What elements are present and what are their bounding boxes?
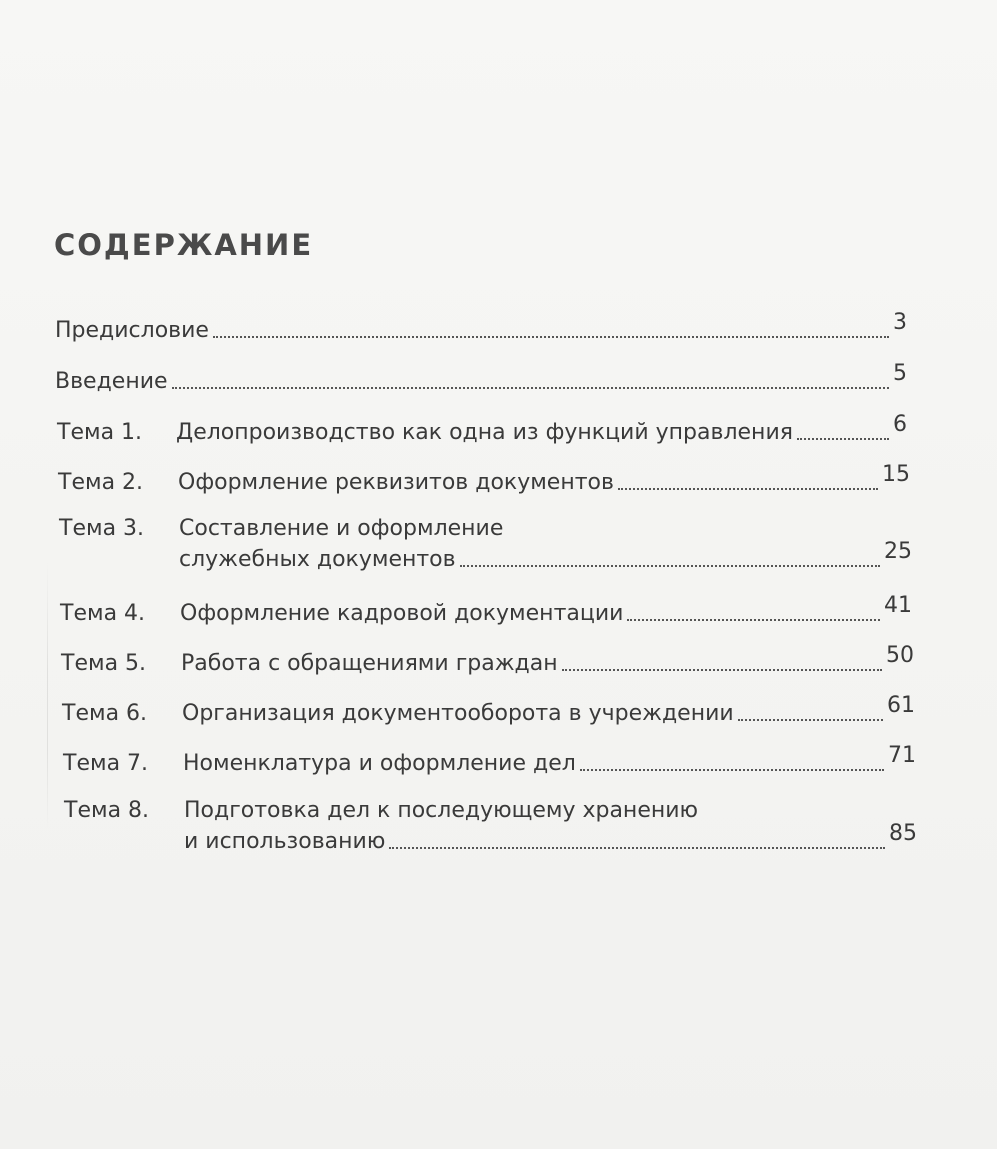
toc-entry-number: Тема 4.: [60, 601, 146, 626]
toc-entry-number: Тема 3.: [59, 516, 145, 541]
toc-entry-page: 61: [887, 693, 915, 718]
toc-entry-topic-4[interactable]: [60, 593, 912, 627]
toc-entry-number: Тема 7.: [63, 751, 149, 776]
toc-entry-number: Тема 2.: [58, 470, 144, 495]
dot-leader: [389, 847, 885, 849]
toc-entry-preface[interactable]: [55, 310, 907, 344]
toc-entry-topic-8[interactable]: [64, 798, 917, 855]
toc-entry-topic-2[interactable]: [58, 462, 910, 496]
toc-entry-label: служебных документов: [179, 547, 456, 572]
toc-entry-topic-1[interactable]: [57, 412, 907, 446]
dot-leader: [627, 619, 880, 621]
dot-leader: [460, 565, 880, 567]
toc-entry-label: Организация документооборота в учреждении: [182, 701, 734, 726]
toc-entry-label: Номенклатура и оформление дел: [183, 751, 576, 776]
dot-leader: [562, 669, 882, 671]
toc-entry-page: 15: [882, 462, 910, 487]
toc-entry-number: Тема 5.: [61, 651, 147, 676]
page-crease: [47, 560, 48, 830]
toc-entry-page: 5: [893, 361, 907, 386]
toc-entry-page: 71: [888, 743, 916, 768]
toc-entry-introduction[interactable]: [55, 361, 907, 395]
dot-leader: [213, 336, 889, 338]
toc-entry-page: 50: [886, 643, 914, 668]
toc-entry-label-first-line: Подготовка дел к последующему хранению: [184, 798, 699, 823]
dot-leader: [797, 438, 889, 440]
toc-entry-number: Тема 1.: [57, 420, 143, 445]
toc-entry-page: 41: [884, 593, 912, 618]
toc-entry-page: 85: [889, 821, 917, 846]
dot-leader: [738, 719, 883, 721]
toc-entry-label: Предисловие: [55, 318, 209, 343]
toc-entry-page: 25: [884, 539, 912, 564]
toc-entry-topic-7[interactable]: [63, 743, 916, 777]
dot-leader: [618, 488, 878, 490]
toc-entry-label: Оформление реквизитов документов: [178, 470, 614, 495]
dot-leader: [172, 387, 889, 389]
toc-entry-label: Введение: [55, 369, 168, 394]
toc-entry-page: 3: [893, 310, 907, 335]
dot-leader: [580, 769, 884, 771]
toc-title: СОДЕРЖАНИЕ: [54, 228, 314, 262]
toc-entry-number: Тема 8.: [64, 798, 150, 823]
toc-entry-topic-5[interactable]: [61, 643, 914, 677]
toc-entry-topic-6[interactable]: [62, 693, 915, 727]
toc-entry-page: 6: [893, 412, 907, 437]
toc-entry-label: и использованию: [184, 829, 386, 854]
toc-entry-topic-3[interactable]: [59, 516, 912, 573]
toc-entry-label: Работа с обращениями граждан: [181, 651, 558, 676]
toc-entry-label: Делопроизводство как одна из функций управления: [176, 420, 793, 445]
toc-entry-label: Оформление кадровой документации: [180, 601, 624, 626]
toc-entry-label-first-line: Составление и оформление: [179, 516, 504, 541]
toc-entry-number: Тема 6.: [62, 701, 148, 726]
